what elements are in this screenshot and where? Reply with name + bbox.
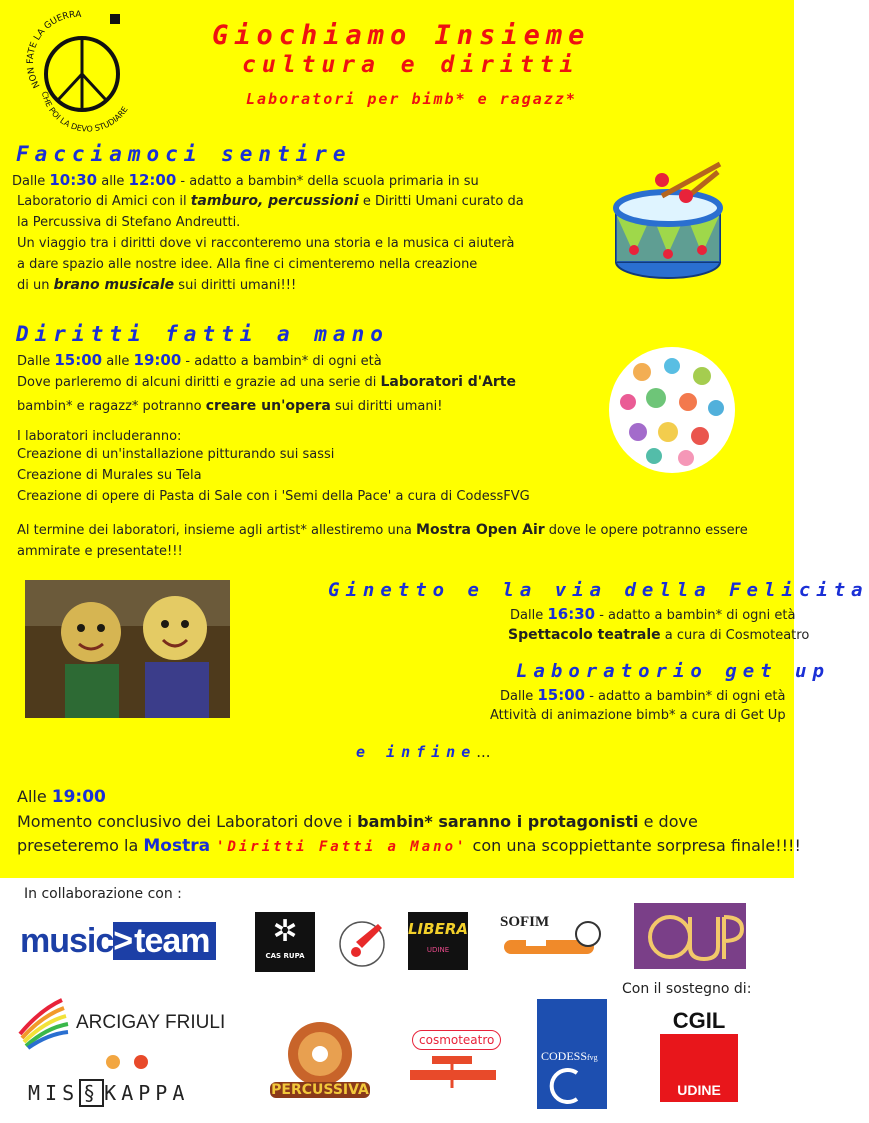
logo-getup (634, 903, 746, 969)
logo-codess: CODESSfvg (537, 999, 607, 1109)
section2-line8: Al termine dei laboratori, insieme agli artist* allestiremo una Mostra Open Air dove le opere potranno essere (17, 522, 748, 538)
section2-heading: Diritti fatti a mano (16, 322, 389, 346)
section1-line6: di un brano musicale sui diritti umani!!! (17, 277, 297, 293)
section5-line1: Alle 19:00 (17, 787, 106, 807)
section2-line5: Creazione di un'installazione pitturando sui sassi (17, 447, 335, 462)
logo-percussiva: PERCUSSIVA (270, 1014, 370, 1106)
section4-line2: Attività di animazione bimb* a cura di Get Up (490, 708, 786, 723)
puppets-photo (25, 580, 230, 718)
section4-heading: Laboratorio get up (516, 660, 830, 682)
peace-logo (18, 8, 146, 136)
title-line-3: Laboratori per bimb* e ragazz* (246, 90, 577, 108)
section2-line1: Dalle 15:00 alle 19:00 - adatto a bambin* di ogni età (17, 351, 382, 369)
title-line-2: cultura e diritti (242, 52, 580, 78)
section1-line3: la Percussiva di Stefano Andreutti. (17, 215, 241, 230)
drum-illustration (610, 158, 728, 284)
section4-line1: Dalle 15:00 - adatto a bambin* di ogni età (500, 686, 786, 704)
support-label: Con il sostegno di: (622, 981, 752, 997)
section3-line2: Spettacolo teatrale a cura di Cosmoteatro (508, 627, 810, 643)
logo-cas-rupa: ✲ CAS RUPA (255, 912, 315, 972)
section2-line7: Creazione di opere di Pasta di Sale con i 'Semi della Pace' a cura di CodessFVG (17, 489, 530, 504)
section1-line1: Dalle 10:30 alle 12:00 - adatto a bambin* della scuola primaria in su (12, 171, 479, 189)
logo-sofim: SOFIM (498, 912, 610, 962)
section2-line6: Creazione di Murales su Tela (17, 468, 202, 483)
section5-line3: preseteremo la Mostra 'Diritti Fatti a Mano' con una scoppiettante sorpresa finale!!!! (17, 836, 801, 856)
section3-heading: Ginetto e la via della Felicita (328, 579, 869, 601)
svg-text:CHE POI LA DEVO STUDIARE: CHE POI LA DEVO STUDIARE (39, 90, 130, 134)
title-line-1: Giochiamo Insieme (212, 20, 591, 51)
svg-text:NON FATE LA GUERRA: NON FATE LA GUERRA (26, 10, 82, 90)
logo-arcigay: ARCIGAY FRIULI (10, 990, 250, 1050)
logo-arci (334, 912, 394, 972)
section5-line2: Momento conclusivo dei Laboratori dove i bambin* saranno i protagonisti e dove (17, 812, 698, 831)
section1-line2: Laboratorio di Amici con il tamburo, percussioni e Diritti Umani curato da (17, 193, 524, 209)
logo-music-team: music>team (20, 911, 232, 971)
section2-line2: Dove parleremo di alcuni diritti e grazie ad una serie di Laboratori d'Arte (17, 374, 516, 390)
logo-cosmoteatro: cosmoteatro (396, 1018, 514, 1104)
section5-heading: e infine... (356, 743, 491, 761)
section1-line5: a dare spazio alle nostre idee. Alla fine ci cimenteremo nella creazione (17, 257, 478, 272)
section1-line4: Un viaggio tra i diritti dove vi racconteremo una storia e la musica ci aiuterà (17, 236, 515, 251)
logo-cgil-udine: CGIL UDINE (660, 1008, 738, 1102)
handprints-illustration (608, 346, 736, 474)
collaboration-label: In collaborazione con : (24, 886, 182, 902)
section2-line4: I laboratori includeranno: (17, 429, 182, 444)
section1-heading: Facciamoci sentire (16, 142, 352, 166)
section3-line1: Dalle 16:30 - adatto a bambin* di ogni età (510, 605, 796, 623)
section2-line3: bambin* e ragazz* potranno creare un'opera sui diritti umani! (17, 398, 443, 414)
logo-libera: LIBERA UDINE (408, 912, 468, 970)
section2-line9: ammirate e presentate!!! (17, 544, 183, 559)
logo-misskappa: MIS § KAPPA (28, 1055, 244, 1107)
